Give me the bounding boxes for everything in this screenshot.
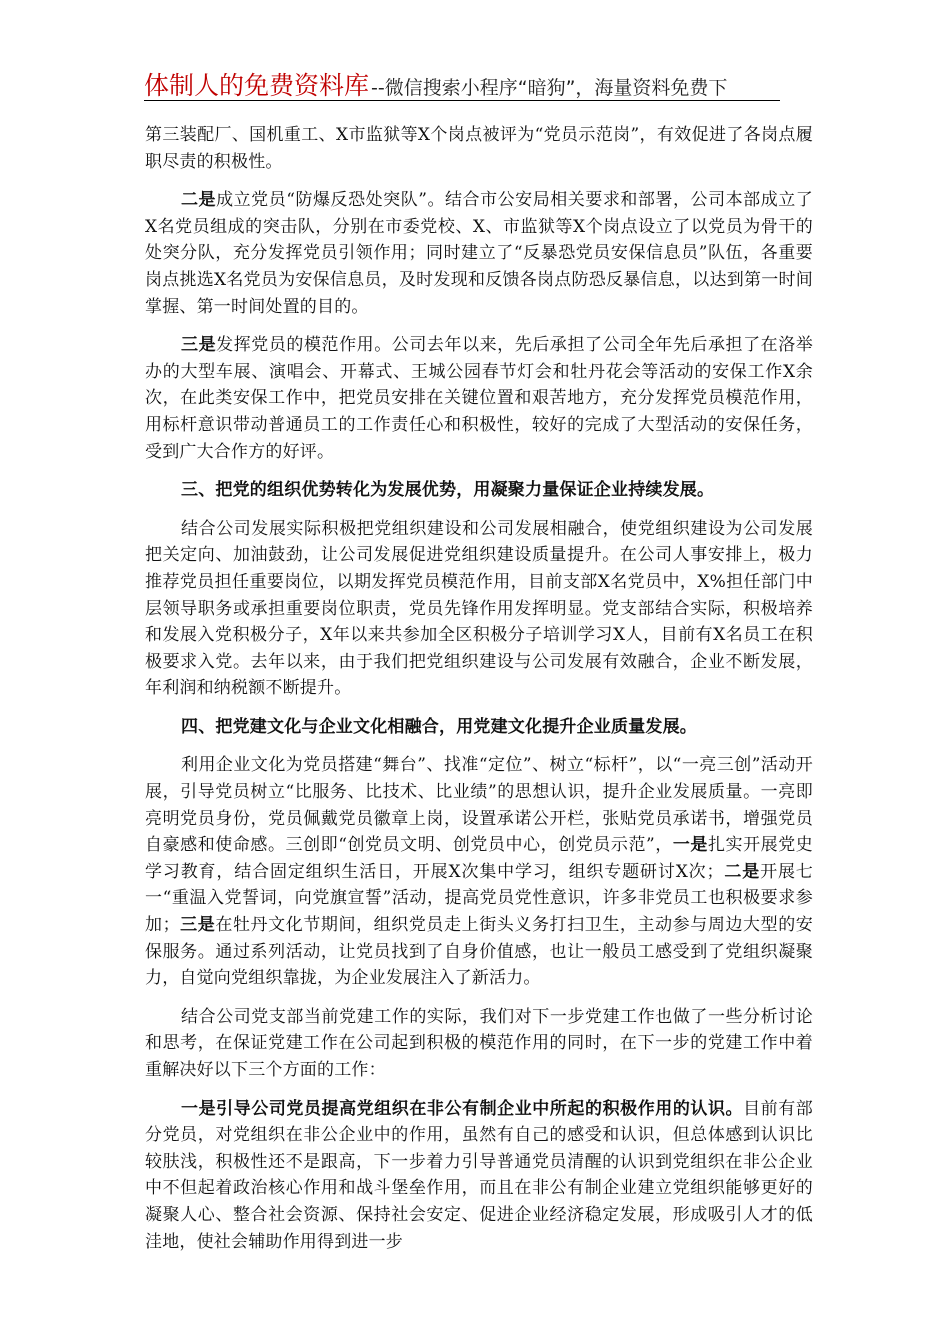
paragraph-next-steps	[145, 1004, 813, 1084]
paragraph-lead: 三是	[181, 335, 217, 356]
paragraph-text: 发挥党员的模范作用。公司去年以来，先后承担了公司全年先后承担了在洛举办的大型车展、演唱会、开幕式、王城公园春节灯会和牡丹花会等活动的安保工作X余次，在此类安保工作中，把党员安排在关键位置和艰苦地方，充分发挥党员模范作用，用标杆意识带动普通员工的工作责任心和积极性，较好的完成了大型活动的安保任务，受到广大合作方的好评。	[145, 335, 813, 462]
paragraph-bold-lead: 一是引导公司党员提高党组织在非公有制企业中所起的积极作用的认识。	[181, 1098, 744, 1119]
paragraph-text: 目前有部分党员，对党组织在非公企业中的作用，虽然有自己的感受和认识，但总体感到认识比较肤浅，积极性还不是跟高，下一步着力引导普通党员清醒的认识到党组织在非公企业中不但起着政治核心作用和战斗堡垒作用，而且在非公有制企业建立党组织能够更好的凝聚人心、整合社会资源、保持社会安定、促进企业经济稳定发展，形成吸引人才的低洼地，使社会辅助作用得到进一步	[145, 1098, 813, 1252]
paragraph-second-point	[145, 187, 813, 320]
paragraph-third-point	[145, 332, 813, 465]
paragraph-section-three	[145, 516, 813, 702]
paragraph-lead: 一是	[672, 835, 708, 856]
paragraph-lead: 二是	[723, 861, 761, 882]
paragraph-text: 扎实开展党史学习教育，结合固定组织生活日，开展X次集中学习，组织专题研讨X次；	[145, 835, 813, 882]
section-heading-four: 四、把党建文化与企业文化相融合，用党建文化提升企业质量发展。	[181, 716, 697, 737]
paragraph-text: 结合公司党支部当前党建工作的实际，我们对下一步党建工作也做了一些分析讨论和思考，在保证党建工作在公司起到积极的模范作用的同时，在下一步的党建工作中着重解决好以下三个方面的工作：	[145, 1006, 813, 1080]
paragraph-text: 成立党员“防爆反恐处突队”。结合市公安局相关要求和部署，公司本部成立了X名党员组成的突击队，分别在市委党校、X、市监狱等X个岗点设立了以党员为骨干的处突分队，充分发挥党员引领作用；同时建立了“反暴恐党员安保信息员”队伍，各重要岗点挑选X名党员为安保信息员，及时发现和反馈各岗点防恐反暴信息，以达到第一时间掌握、第一时间处置的目的。	[145, 190, 813, 317]
paragraph-section-four	[145, 752, 813, 991]
document-body	[145, 122, 813, 1267]
paragraph-text: 利用企业文化为党员搭建“舞台”、找准“定位”、树立“标杆”，以“一亮三创”活动开展，引导党员树立“比服务、比技术、比业绩”的思想认识，提升企业发展质量。一亮即亮明党员身份，党员佩戴党员徽章上岗，设置承诺公开栏，张贴党员承诺书，增强党员自豪感和使命感。三创即“创党员文明、创党员中心，创党员示范”，	[145, 755, 813, 856]
paragraph-text: 第三装配厂、国机重工、X市监狱等X个岗点被评为“党员示范岗”，有效促进了各岗点履职尽责的积极性。	[145, 125, 813, 172]
paragraph-first-task	[145, 1096, 813, 1256]
paragraph-text: 在牡丹文化节期间，组织党员走上街头义务打扫卫生，主动参与周边大型的安保服务。通过系列活动，让党员找到了自身价值感，也让一般员工感受到了党组织凝聚力，自觉向党组织靠拢，为企业发展注入了新活力。	[145, 915, 813, 989]
paragraph-text: 开展七一“重温入党誓词，向党旗宣誓”活动，提高党员党性意识，许多非党员工也积极要求参加；	[145, 861, 814, 936]
paragraph-text: 结合公司发展实际积极把党组织建设和公司发展相融合，使党组织建设为公司发展把关定向、加油鼓劲，让公司发展促进党组织建设质量提升。在公司人事安排上，极力推荐党员担任重要岗位，以期发挥党员模范作用，目前支部X名党员中，X%担任部门中层领导职务或承担重要岗位职责，党员先锋作用发挥明显。党支部结合实际，积极培养和发展入党积极分子，X年以来共参加全区积极分子培训学习X人，目前有X名员工在积极要求入党。去年以来，由于我们把党组织建设与公司发展有效融合，企业不断发展，年利润和纳税额不断提升。	[145, 518, 813, 699]
paragraph-continuation	[145, 122, 813, 175]
paragraph-lead: 三是	[179, 915, 216, 936]
header-tagline: --微信搜索小程序“暗狗”，海量资料免费下	[371, 77, 728, 99]
paragraph-lead: 二是	[181, 190, 217, 211]
header-brand: 体制人的免费资料库	[144, 71, 370, 100]
section-heading-three: 三、把党的组织优势转化为发展优势，用凝聚力量保证企业持续发展。	[181, 480, 715, 501]
page-header	[144, 66, 780, 101]
